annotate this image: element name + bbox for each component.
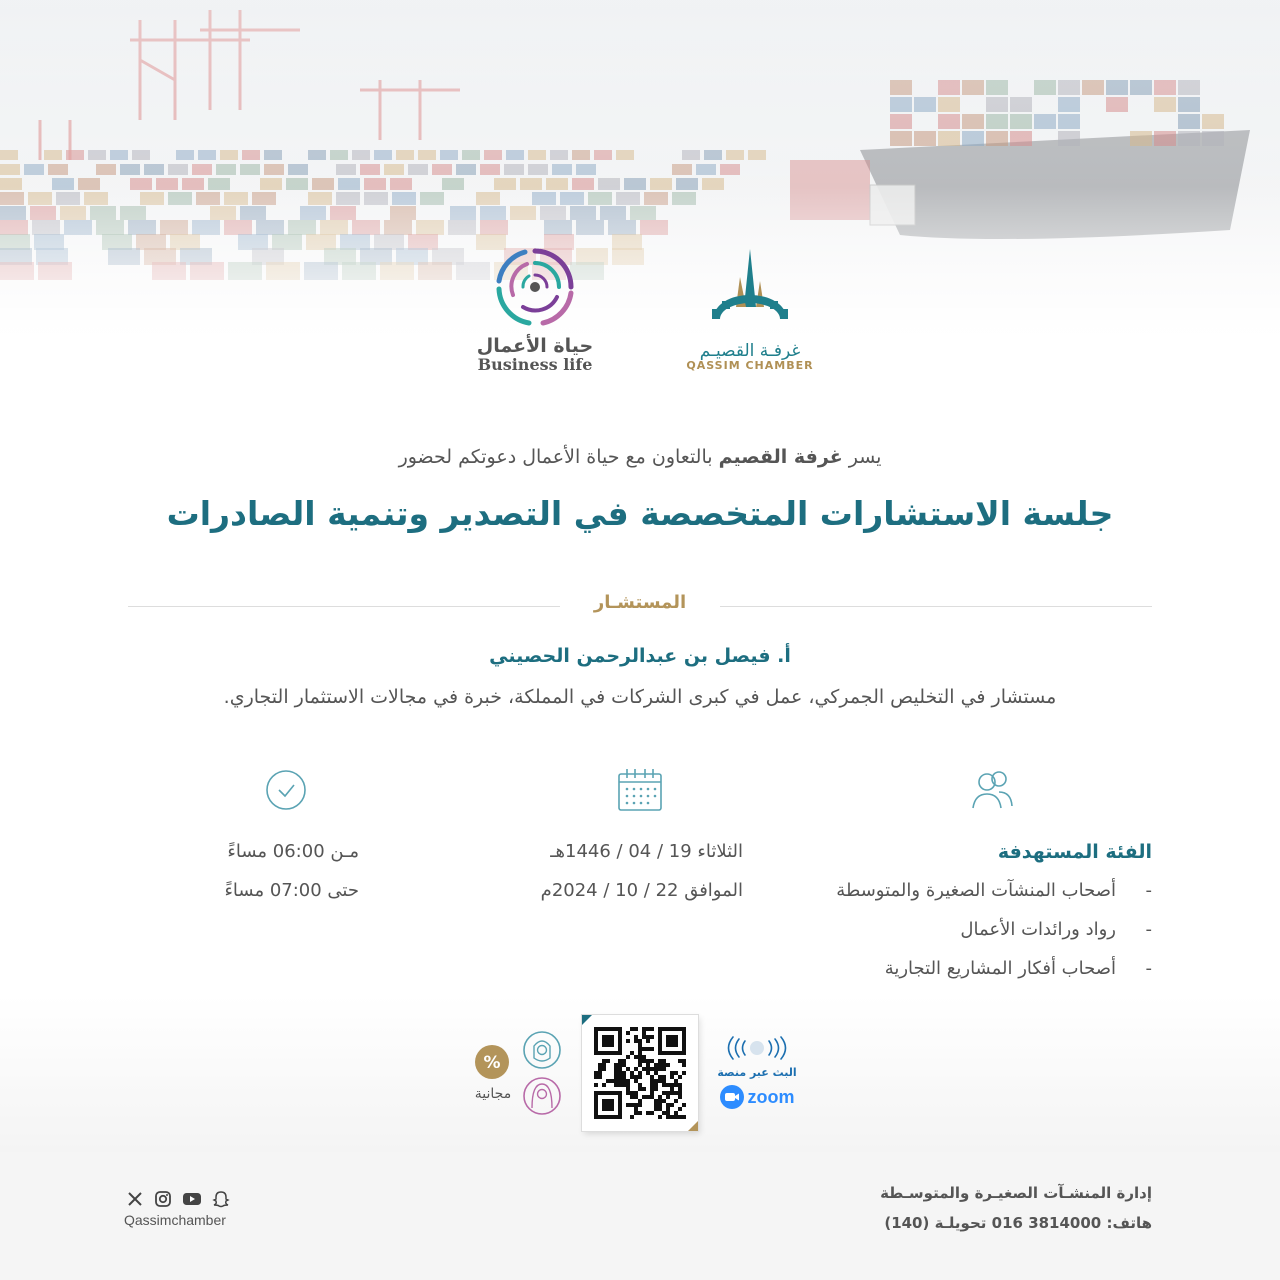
qassim-chamber-english: QASSIM CHAMBER [686, 359, 814, 372]
consultant-bio: مستشار في التخليص الجمركي، عمل في كبرى الشركات في المملكة، خبرة في مجالات الاستثمار التجاري. [223, 686, 1057, 708]
footer [0, 1152, 1280, 1280]
broadcast-icon [719, 1036, 795, 1060]
divider-line-left [128, 606, 560, 607]
x-twitter-icon[interactable] [126, 1190, 144, 1208]
audience-item: - أصحاب أفكار المشاريع التجارية [812, 958, 1152, 997]
youtube-icon[interactable] [182, 1190, 202, 1208]
intro-chamber-name: غرفة القصيم [718, 446, 843, 468]
time-from: مـن 06:00 مساءً [227, 841, 359, 862]
date-hijri: الثلاثاء 19 / 04 / 1446هـ [550, 841, 743, 862]
zoom-logo [712, 1085, 802, 1109]
free-badge-group [460, 1028, 570, 1118]
divider-line-right [720, 606, 1152, 607]
audience-item: - أصحاب المنشآت الصغيرة والمتوسطة [812, 880, 1152, 919]
department-name: إدارة المنشـآت الصغيـرة والمتوسـطة [880, 1184, 1152, 1202]
qassim-chamber-arabic: غرفـة القصيـم [699, 341, 801, 361]
intro-suffix: بالتعاون مع حياة الأعمال دعوتكم لحضور [398, 446, 719, 468]
snapchat-icon[interactable] [212, 1190, 230, 1208]
social-block [124, 1190, 244, 1228]
zoom-streaming [712, 1036, 802, 1109]
business-life-emblem-icon [493, 245, 577, 329]
consultant-divider [128, 590, 1152, 620]
male-attendee-icon [524, 1032, 560, 1068]
business-life-english: Business life [477, 355, 593, 374]
consultant-name: أ. فيصل بن عبدالرحمن الحصيني [489, 645, 791, 667]
intro-prefix: يسر [842, 446, 882, 468]
svg-text:%: % [483, 1053, 501, 1073]
business-life-logo [470, 245, 600, 374]
qassim-chamber-emblem-icon [700, 247, 800, 339]
consultant-label: المستشـار [593, 592, 687, 613]
audience-icon [969, 766, 1015, 812]
footer-contact [880, 1184, 1152, 1232]
qassim-chamber-logo [680, 247, 820, 372]
clock-icon [264, 768, 310, 814]
calendar-icon [617, 768, 663, 814]
invitation-intro [0, 446, 1280, 468]
zoom-wordmark: zoom [747, 1086, 795, 1107]
registration-qr-code[interactable] [582, 1015, 698, 1131]
audience-column [812, 841, 1152, 997]
free-label: مجانية [474, 1086, 512, 1102]
phone-number: هاتف: 3814000 016 تحويلـة (140) [884, 1214, 1152, 1232]
audience-title: الفئة المستهدفة [997, 841, 1152, 863]
audience-item: - رواد ورائدات الأعمال [812, 919, 1152, 958]
time-column [189, 841, 359, 919]
event-title: جلسة الاستشارات المتخصصة في التصدير وتنمية الصادرات [166, 494, 1114, 533]
business-life-arabic: حياة الأعمال [476, 335, 594, 357]
date-column [513, 841, 743, 919]
time-to: حتى 07:00 مساءً [224, 880, 359, 901]
female-attendee-icon [524, 1078, 560, 1114]
date-gregorian: الموافق 22 / 10 / 2024م [540, 880, 743, 901]
social-handle: Qassimchamber [124, 1212, 226, 1228]
streaming-caption: البث عبر منصة [717, 1066, 797, 1079]
instagram-icon[interactable] [154, 1190, 172, 1208]
zoom-camera-icon [720, 1085, 744, 1109]
